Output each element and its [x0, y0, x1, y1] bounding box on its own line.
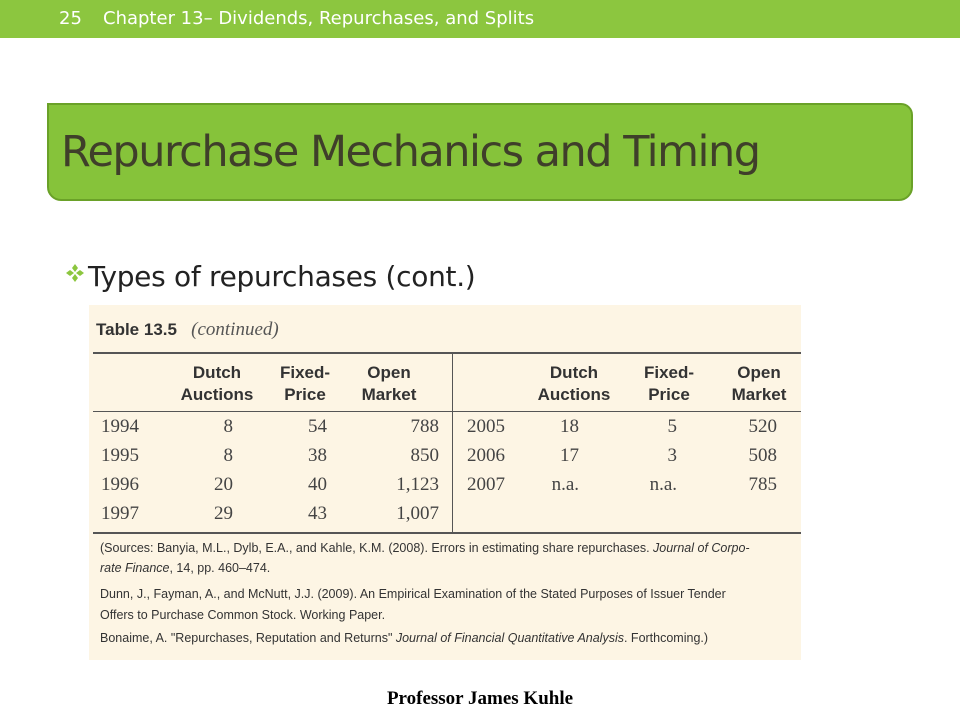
table-value-cell: n.a. [551, 474, 579, 495]
table-value-cell: 785 [748, 474, 777, 495]
title-box [47, 103, 913, 201]
table-value-cell: 3 [667, 445, 677, 466]
table-year-cell: 1997 [101, 503, 139, 524]
table-value-cell: 18 [560, 416, 579, 437]
table-value-cell: 5 [667, 416, 677, 437]
table-value-cell: 54 [308, 416, 327, 437]
slide-title: Repurchase Mechanics and Timing [61, 127, 760, 177]
table-value-cell: 1,007 [396, 503, 439, 524]
source-line: Offers to Purchase Common Stock. Working Paper. [100, 608, 386, 622]
chapter-title: Chapter 13– Dividends, Repurchases, and Splits [103, 8, 535, 29]
source-line: Bonaime, A. "Repurchases, Reputation and Returns" Journal of Financial Quantitative Analysis. Forthcoming.) [100, 631, 709, 645]
table-caption [96, 319, 279, 341]
table-year-cell: 2005 [467, 416, 505, 437]
table-bottom-rule [93, 532, 801, 534]
table-value-cell: 40 [308, 474, 327, 495]
bullet-text: Types of repurchases (cont.) [88, 260, 476, 293]
table-divider [452, 353, 453, 533]
table-value-cell: 43 [308, 503, 327, 524]
source-line: rate Finance, 14, pp. 460–474. [100, 561, 271, 575]
table-value-cell: 508 [748, 445, 777, 466]
table-value-cell: n.a. [649, 474, 677, 495]
presenter-footer: Professor James Kuhle [386, 688, 574, 709]
table-continued: (continued) [191, 319, 279, 340]
source-line: (Sources: Banyia, M.L., Dylb, E.A., and Kahle, K.M. (2008). Errors in estimating share repurchases. Journal of Corpo- [100, 541, 750, 555]
table-year-cell: 1995 [101, 445, 139, 466]
table-value-cell: 788 [410, 416, 439, 437]
table-value-cell: 1,123 [396, 474, 439, 495]
table-top-rule [93, 352, 801, 354]
source-line: Dunn, J., Fayman, A., and McNutt, J.J. (2009). An Empirical Examination of the Stated Purposes of Issuer Tender [100, 587, 726, 601]
table-value-cell: 8 [223, 416, 233, 437]
table-year-cell: 1994 [101, 416, 139, 437]
repurchase-table [89, 305, 801, 660]
table-value-cell: 850 [410, 445, 439, 466]
four-diamond-bullet-icon [64, 262, 86, 284]
table-value-cell: 17 [560, 445, 579, 466]
table-column-header: Fixed- Price [279, 363, 331, 404]
table-value-cell: 20 [214, 474, 233, 495]
table-value-cell: 29 [214, 503, 233, 524]
table-header-rule [93, 411, 801, 412]
header-bar [0, 0, 960, 38]
table-column-header: Open Market [361, 363, 417, 404]
table-label: Table 13.5 [96, 320, 177, 339]
table-value-cell: 38 [308, 445, 327, 466]
table-value-cell: 520 [748, 416, 777, 437]
table-column-header: Dutch Auctions [537, 363, 611, 404]
table-column-header: Fixed- Price [643, 363, 695, 404]
table-column-header: Dutch Auctions [180, 363, 254, 404]
table-year-cell: 1996 [101, 474, 139, 495]
table-column-header: Open Market [731, 363, 787, 404]
table-value-cell: 8 [223, 445, 233, 466]
table-year-cell: 2006 [467, 445, 505, 466]
table-year-cell: 2007 [467, 474, 505, 495]
slide-number: 25 [59, 8, 82, 29]
